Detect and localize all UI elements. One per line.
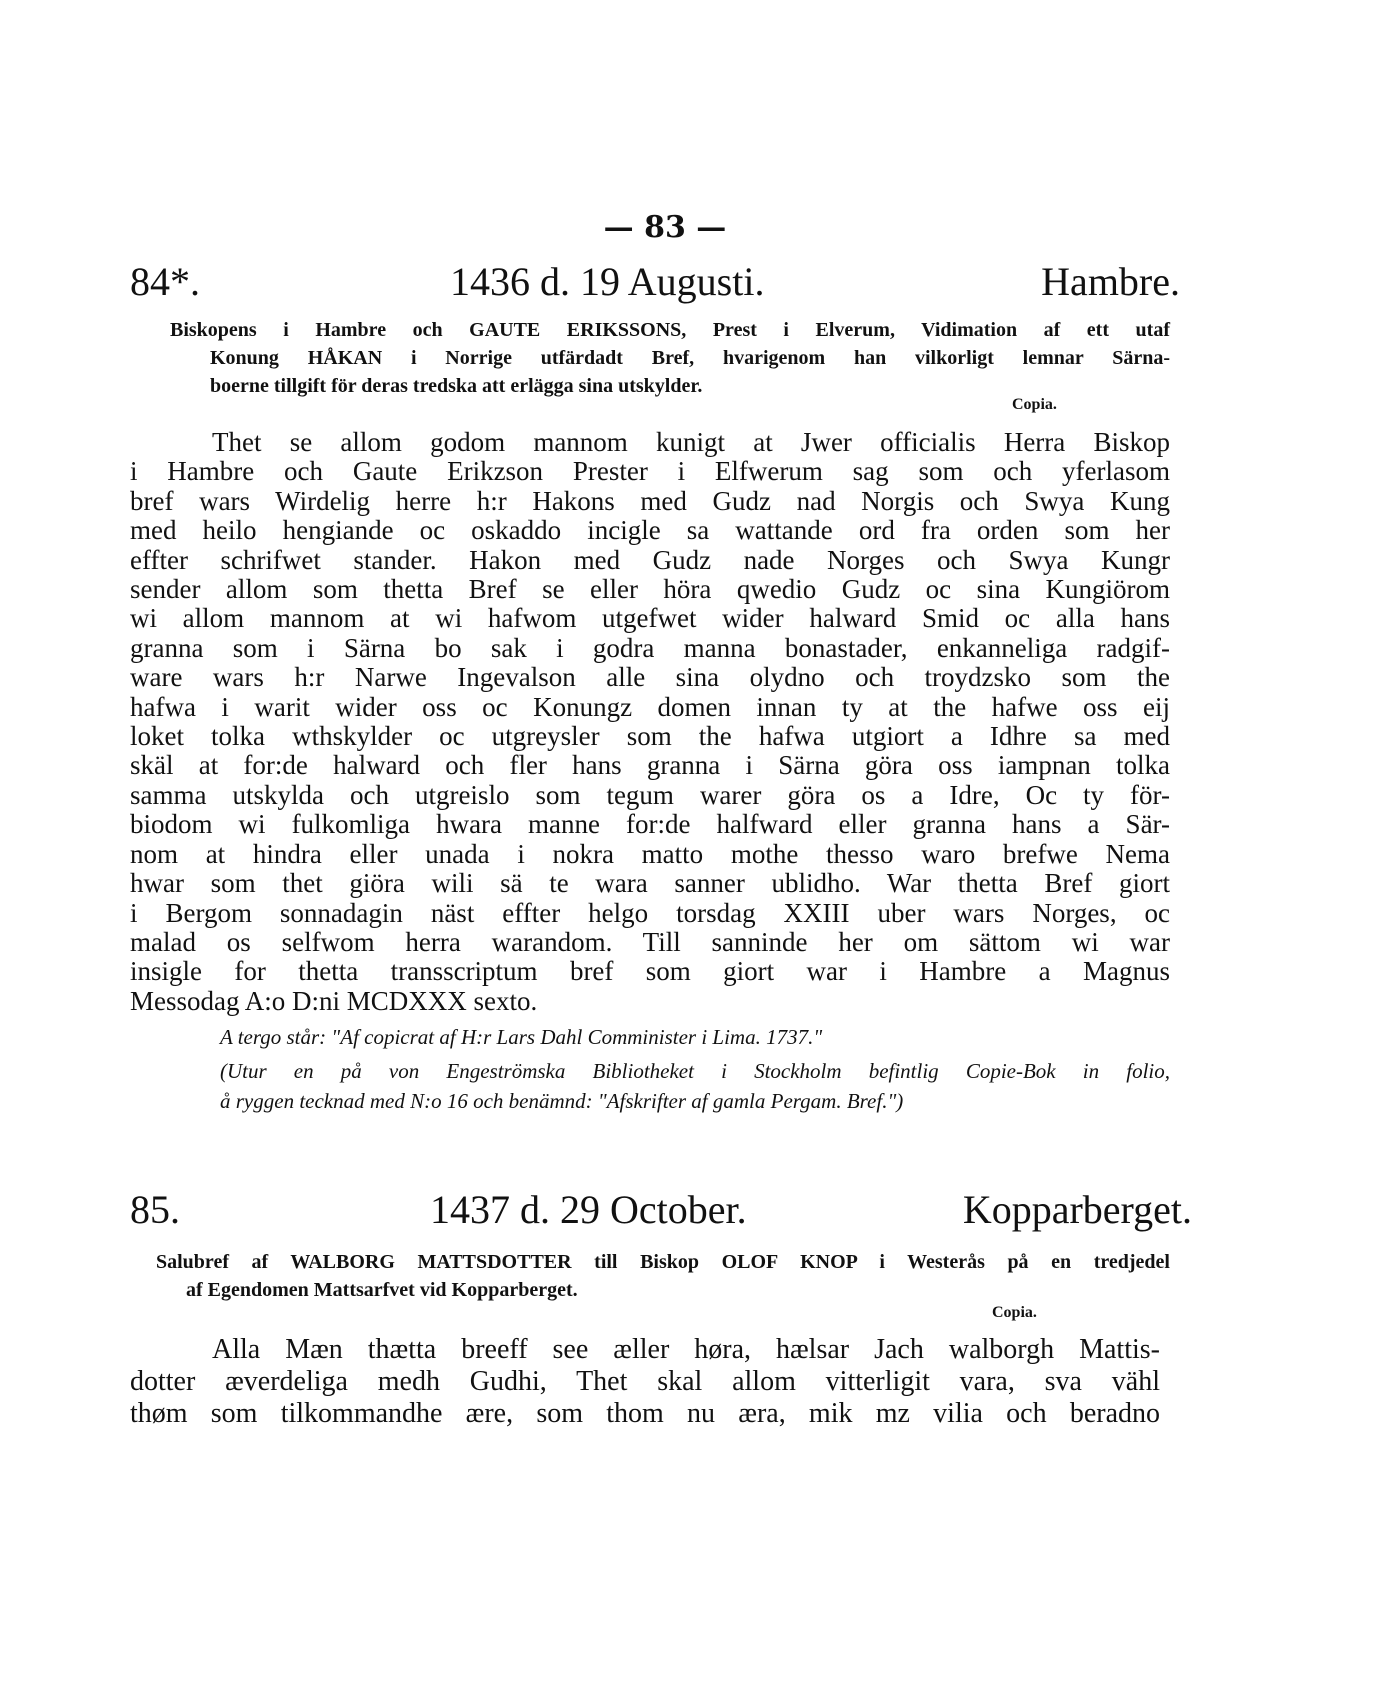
tergo-note: A tergo står: "Af copicrat af H:r Lars Dahl Comminister i Lima. 1737." (220, 1025, 823, 1049)
text-line: bref wars Wirdelig herre h:r Hakons med Gudz nad Norgis och Swya Kung (130, 485, 1170, 516)
source-note (220, 1056, 1170, 1116)
text-line: sender allom som thetta Bref se eller höra qwedio Gudz oc sina Kungiörom (130, 574, 1170, 605)
entry-summary (156, 1248, 1170, 1304)
text-line: granna som i Särna bo sak i godra manna bonastader, enkanneliga radgif- (130, 632, 1170, 663)
page-number: — 83 — (603, 210, 727, 245)
entry-date: 1437 d. 29 October. (430, 1187, 747, 1232)
copia-label: Copia. (992, 1304, 1037, 1321)
text-line: i Bergom sonnadagin näst effter helgo torsdag XXIII uber wars Norges, oc (130, 897, 1170, 928)
text-line: Alla Mæn thætta breeff see æller høra, hælsar Jach walborgh Mattis- (212, 1334, 1160, 1365)
text-line: insigle for thetta transscriptum bref som giort war i Hambre a Magnus (130, 956, 1170, 987)
summary-line: Biskopens i Hambre och GAUTE ERIKSSONS, Prest i Elverum, Vidimation af ett utaf (170, 319, 1170, 341)
text-line: samma utskylda och utgreislo som tegum warer göra os a Idre, Oc ty för- (130, 779, 1170, 810)
entry-heading (130, 1186, 1192, 1236)
text-line: dotter æverdeliga medh Gudhi, Thet skal allom vitterligit vara, sva vähl (130, 1366, 1160, 1397)
text-line: thøm som tilkommandhe ære, som thom nu æra, mik mz vilia och beradno (130, 1398, 1160, 1429)
entry-place: Kopparberget. (962, 1187, 1192, 1232)
entry-heading (130, 258, 1180, 308)
source-note-line: (Utur en på von Engeströmska Bibliotheket i Stockholm befintlig Copie-Bok in folio, (220, 1059, 1170, 1083)
summary-line: boerne tillgift för deras tredska att erlägga sina utskylder. (210, 375, 703, 397)
text-line: loket tolka wthskylder oc utgreysler som the hafwa utgiort a Idhre sa med (130, 721, 1170, 752)
text-line: Thet se allom godom mannom kunigt at Jwer officialis Herra Biskop (212, 427, 1170, 457)
text-line: ware wars h:r Narwe Ingevalson alle sina olydno och troydzsko som the (130, 662, 1170, 693)
entry-number: 84*. (130, 259, 200, 304)
letter-text (130, 428, 1170, 1016)
text-line: i Hambre och Gaute Erikzson Prester i Elfwerum sag som och yferlasom (130, 456, 1170, 487)
entry-place: Hambre. (1041, 259, 1180, 304)
entry-summary (170, 316, 1170, 400)
text-line: nom at hindra eller unada i nokra matto mothe thesso waro brefwe Nema (130, 838, 1170, 869)
summary-line: Salubref af WALBORG MATTSDOTTER till Biskop OLOF KNOP i Westerås på en tredjedel (156, 1251, 1170, 1273)
entry-number: 85. (130, 1187, 180, 1232)
text-line: effter schrifwet stander. Hakon med Gudz nade Norges och Swya Kungr (130, 544, 1170, 575)
summary-line: Konung HÅKAN i Norrige utfärdadt Bref, hvarigenom han vilkorligt lemnar Särna- (210, 347, 1170, 369)
letter-text (130, 1334, 1160, 1430)
summary-line: af Egendomen Mattsarfvet vid Kopparberget. (186, 1279, 578, 1301)
text-line: biodom wi fulkomliga hwara manne for:de halfward eller granna hans a Sär- (130, 809, 1170, 840)
entry-date: 1436 d. 19 Augusti. (450, 259, 765, 304)
text-line: hwar som thet giöra wili sä te wara sanner ublidho. War thetta Bref giort (130, 868, 1170, 899)
text-line: Messodag A:o D:ni MCDXXX sexto. (130, 985, 538, 1016)
text-line: skäl at for:de halward och fler hans granna i Särna göra oss iampnan tolka (130, 750, 1170, 781)
source-note-line: å ryggen tecknad med N:o 16 och benämnd: "Afskrifter af gamla Pergam. Bref.") (220, 1089, 904, 1113)
text-line: med heilo hengiande oc oskaddo incigle sa wattande ord fra orden som her (130, 515, 1170, 546)
text-line: wi allom mannom at wi hafwom utgefwet wider halward Smid oc alla hans (130, 603, 1170, 634)
text-line: hafwa i warit wider oss oc Konungz domen innan ty at the hafwe oss eij (130, 691, 1170, 722)
text-line: malad os selfwom herra warandom. Till sanninde her om sättom wi war (130, 926, 1170, 957)
copia-label: Copia. (1012, 396, 1057, 413)
